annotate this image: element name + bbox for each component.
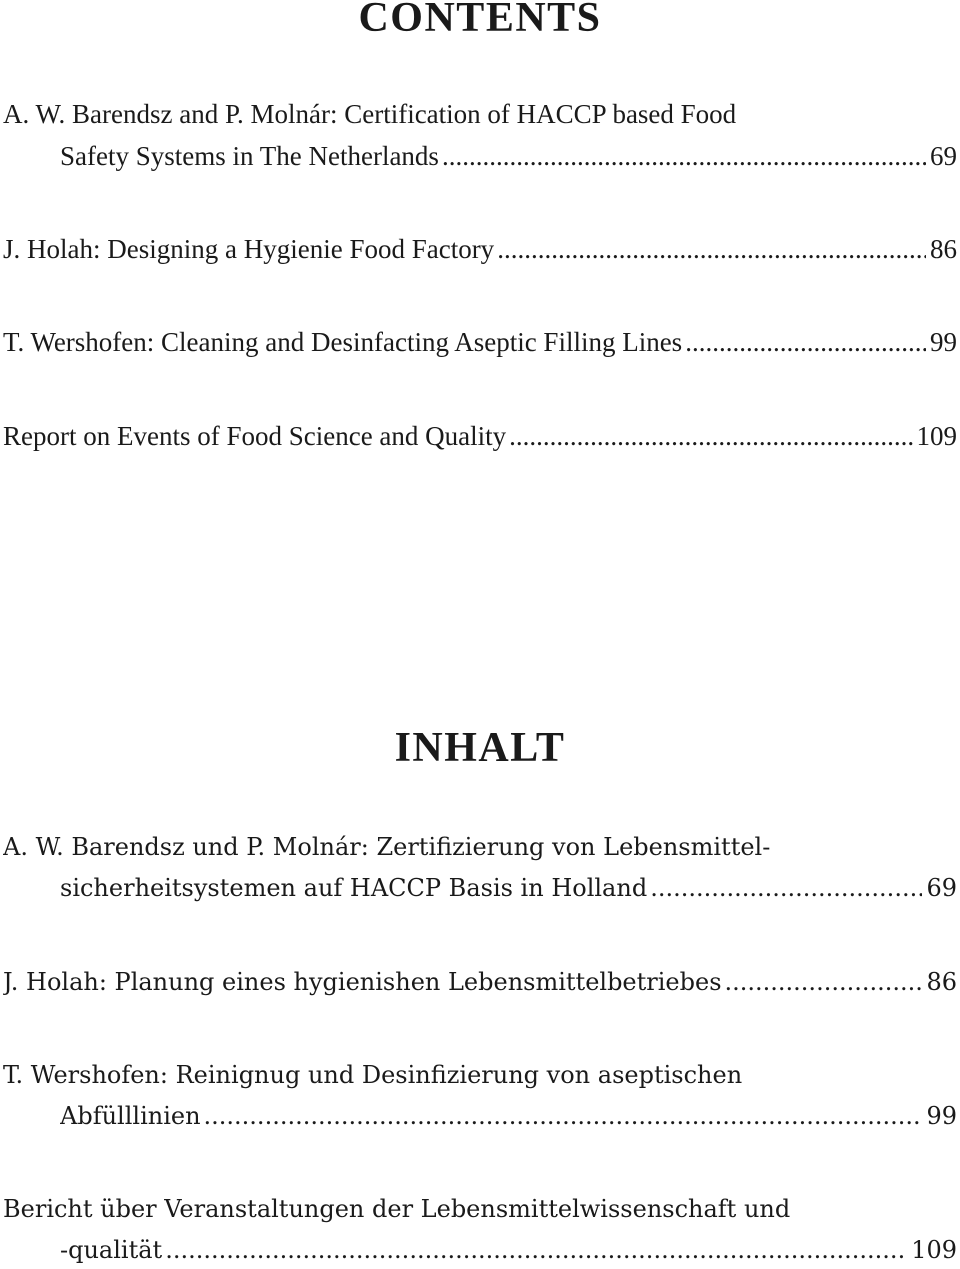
page-number: 69 <box>926 874 957 902</box>
toc-entry-title: Safety Systems in The Netherlands <box>60 141 439 171</box>
page-number: 109 <box>911 1236 957 1264</box>
dot-leader <box>509 419 912 453</box>
page-number: 99 <box>926 1102 957 1130</box>
page-number: 109 <box>916 421 957 451</box>
toc-entry-1[interactable] <box>60 139 957 173</box>
page-number: 99 <box>930 327 957 357</box>
inhalt-entry-3-line1: T. Wershofen: Reinignug und Desinfizierung von aseptischen <box>3 1061 743 1089</box>
contents-heading: CONTENTS <box>358 0 602 41</box>
inhalt-entry-2[interactable] <box>3 965 957 999</box>
dot-leader <box>442 139 926 173</box>
page-number: 86 <box>926 968 957 996</box>
inhalt-entry-4[interactable] <box>60 1233 957 1267</box>
toc-entry-4[interactable] <box>3 419 957 453</box>
inhalt-entry-1[interactable] <box>60 871 957 905</box>
dot-leader <box>650 871 922 905</box>
toc-entry-title: Report on Events of Food Science and Quality <box>3 421 507 451</box>
dot-leader <box>685 325 926 359</box>
inhalt-heading: INHALT <box>394 725 566 771</box>
page-number: 86 <box>930 234 957 264</box>
toc-entry-1-line1: A. W. Barendsz and P. Molnár: Certification of HACCP based Food <box>3 99 737 129</box>
inhalt-entry-3[interactable] <box>60 1099 957 1133</box>
toc-entry-title: J. Holah: Designing a Hygienie Food Factory <box>3 234 495 264</box>
toc-entry-title: Abfülllinien <box>60 1102 201 1130</box>
toc-entry-title: -qualität <box>60 1236 163 1264</box>
inhalt-entry-1-line1: A. W. Barendsz und P. Molnár: Zertifizierung von Lebensmittel- <box>3 833 771 861</box>
toc-entry-title: sicherheitsystemen auf HACCP Basis in Holland <box>60 874 648 902</box>
inhalt-entry-4-line1: Bericht über Veranstaltungen der Lebensmittelwissenschaft und <box>3 1195 791 1223</box>
toc-entry-title: J. Holah: Planung eines hygienishen Lebensmittelbetriebes <box>3 968 722 996</box>
page-number: 69 <box>930 141 957 171</box>
dot-leader <box>725 965 923 999</box>
dot-leader <box>497 232 926 266</box>
dot-leader <box>165 1233 907 1267</box>
toc-entry-2[interactable] <box>3 232 957 266</box>
dot-leader <box>204 1099 923 1133</box>
toc-entry-title: T. Wershofen: Cleaning and Desinfacting Aseptic Filling Lines <box>3 327 683 357</box>
toc-entry-3[interactable] <box>3 325 957 359</box>
